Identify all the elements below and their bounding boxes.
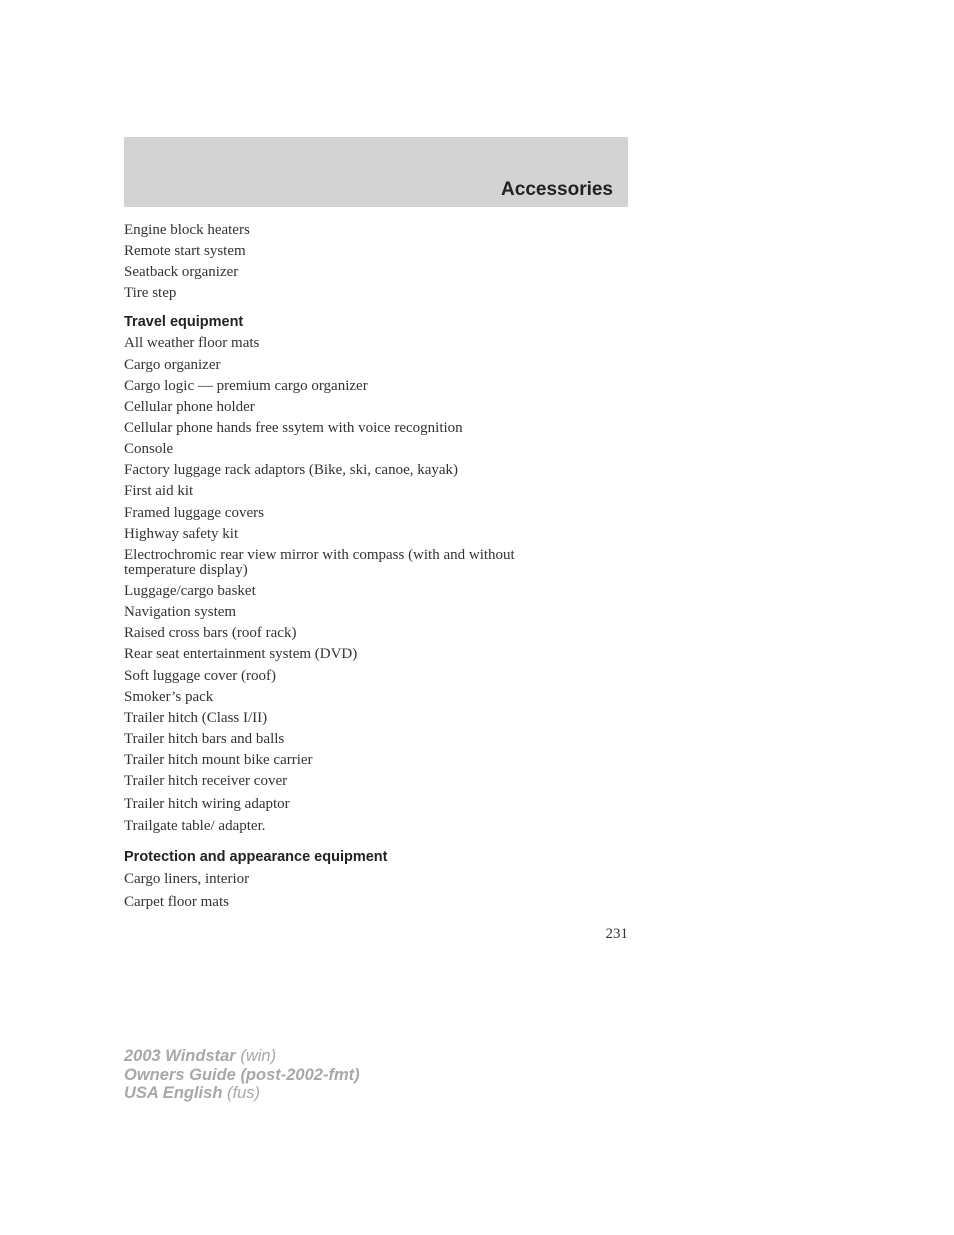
- footer-guide-name: Owners Guide (post-2002-fmt): [124, 1066, 360, 1084]
- list-item-continuation: temperature display): [124, 562, 248, 578]
- footer-model-name: 2003 Windstar: [124, 1047, 236, 1065]
- list-item: Carpet floor mats: [124, 894, 229, 910]
- list-item: Cellular phone hands free ssytem with voice recognition: [124, 420, 463, 436]
- footer-line-guide: [124, 1066, 360, 1085]
- footer-line-language: [124, 1084, 260, 1103]
- list-item: Navigation system: [124, 604, 237, 620]
- list-item: Trailer hitch bars and balls: [124, 731, 285, 747]
- list-item: Cargo liners, interior: [124, 871, 250, 887]
- list-item: Tire step: [124, 285, 177, 301]
- list-item: Engine block heaters: [124, 222, 250, 238]
- list-item: Trailer hitch mount bike carrier: [124, 752, 313, 768]
- footer-language-code: (fus): [227, 1084, 260, 1102]
- list-item: Framed luggage covers: [124, 505, 264, 521]
- list-item: Remote start system: [124, 243, 246, 259]
- list-item: Console: [124, 441, 174, 457]
- list-item: Highway safety kit: [124, 526, 239, 542]
- list-item: Factory luggage rack adaptors (Bike, ski, canoe, kayak): [124, 462, 459, 478]
- list-item: Raised cross bars (roof rack): [124, 625, 297, 641]
- list-item: Cargo logic — premium cargo organizer: [124, 378, 368, 394]
- list-item: Soft luggage cover (roof): [124, 668, 277, 684]
- list-item: Trailgate table/ adapter.: [124, 818, 266, 834]
- travel-equipment-heading: Travel equipment: [124, 314, 244, 330]
- section-header-bar: [124, 137, 628, 207]
- list-item: Seatback organizer: [124, 264, 239, 280]
- list-item: Luggage/cargo basket: [124, 583, 256, 599]
- list-item: Cellular phone holder: [124, 399, 255, 415]
- section-title: Accessories: [501, 179, 613, 200]
- footer-model-code: (win): [240, 1047, 277, 1065]
- protection-equipment-heading: Protection and appearance equipment: [124, 849, 388, 865]
- list-item: Smoker’s pack: [124, 689, 214, 705]
- footer-line-model: [124, 1047, 276, 1066]
- list-item: Trailer hitch wiring adaptor: [124, 796, 290, 812]
- list-item: Trailer hitch receiver cover: [124, 773, 288, 789]
- list-item: Rear seat entertainment system (DVD): [124, 646, 358, 662]
- list-item: All weather floor mats: [124, 335, 260, 351]
- list-item: First aid kit: [124, 483, 194, 499]
- list-item: Trailer hitch (Class I/II): [124, 710, 268, 726]
- footer-language-name: USA English: [124, 1084, 223, 1102]
- list-item: Cargo organizer: [124, 357, 221, 373]
- page-number: 231: [605, 926, 628, 942]
- list-item: Electrochromic rear view mirror with compass (with and without: [124, 547, 515, 563]
